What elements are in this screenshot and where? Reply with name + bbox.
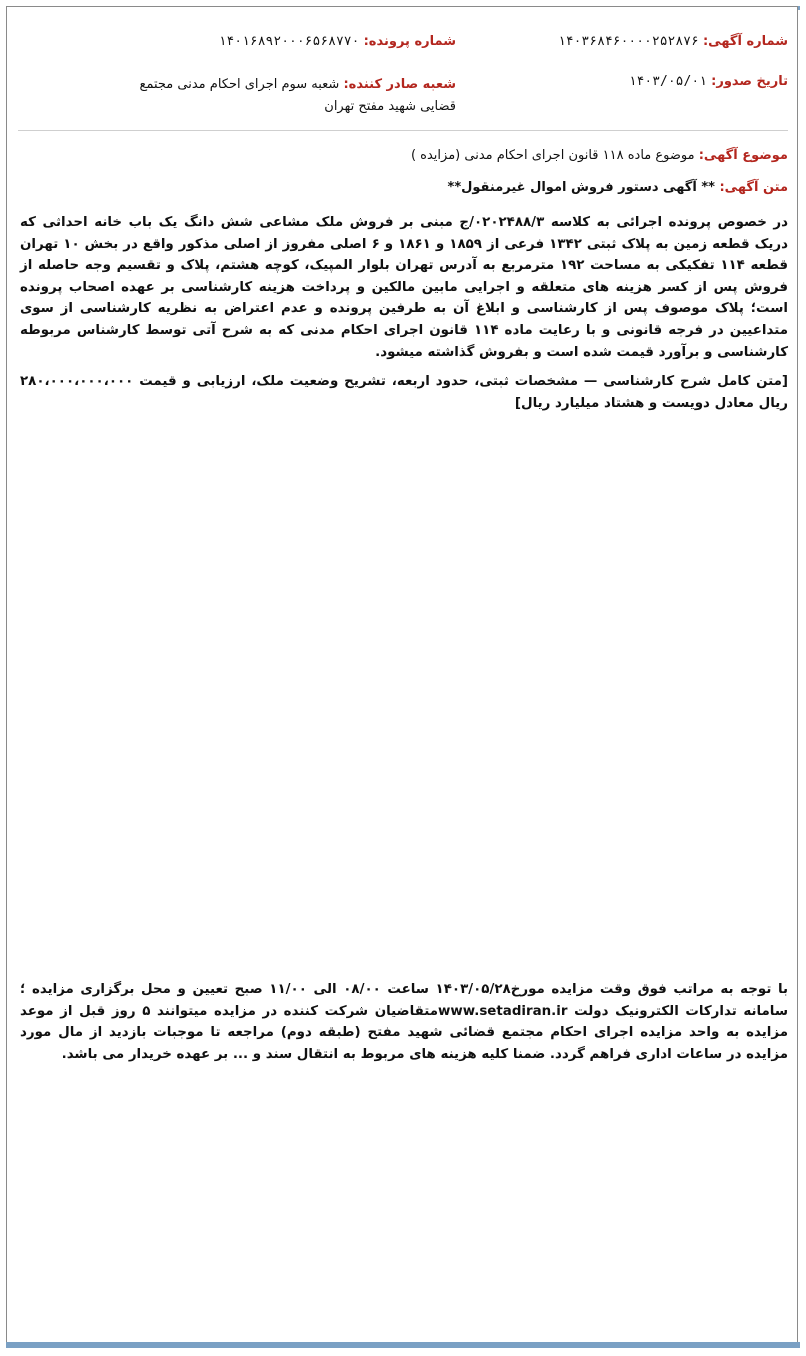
subject-value: موضوع ماده ۱۱۸ قانون اجرای احکام مدنی (مزایده ) [410,148,695,163]
body-paragraph-2: [متن کامل شرح کارشناسی — مشخصات ثبتی، حدود اربعه، تشریح وضعیت ملک، ارزیابی و قیمت ۲۸۰،۰۰۰،۰۰۰،۰۰۰ ریال معادل دویست و هشتاد میلیارد ریال] [20,374,788,411]
case-number-value: ۱۴۰۱۶۸۹۲۰۰۰۶۵۶۸۷۷۰ [218,34,360,49]
notice-body [20,212,788,1074]
issuer-label: شعبه صادر کننده: [343,77,456,92]
issue-date-value: ۱۴۰۳/۰۵/۰۱ [628,74,707,89]
case-number-label: شماره پرونده: [363,34,456,49]
body-paragraph-3: با توجه به مراتب فوق وقت مزایده مورخ۱۴۰۳/۰۵/۲۸ ساعت ۰۸/۰۰ الی ۱۱/۰۰ صبح تعیین و محل برگزاری مزایده ؛سامانه تدارکات الکترونیک دولت www.setadiran.irمتقاضیان شرکت کننده در مزایده میتوانند ۵ روز قبل از موعد مزایده به واحد مزایده اجرای احکام مجتمع قضائی شهید مفتح (طبقه دوم) مراجعه تا موجبات بازدید از مال مورد مزایده در ساعات اداری فراهم گردد. ضمنا کلیه هزینه های مربوط به انتقال سند و ... بر عهده خریدار می باشد. [20,982,789,1062]
subject-row [411,148,788,163]
case-number-row [219,34,456,49]
issuer-value: شعبه سوم اجرای احکام مدنی مجتمع قضایی شهید مفتح تهران [139,77,456,114]
body-paragraph-1: در خصوص پرونده اجرائی به کلاسه ۰۲۰۲۴۸۸/۳/ج مبنی بر فروش ملک مشاعی شش دانگ یک باب خانه احداثی که دریک قطعه زمین به پلاک ثبتی ۱۳۴۲ فرعی از ۱۸۵۹ و ۱۸۶۱ و ۶ اصلی مفروز از اصلی مذکور واقع در بخش ۱۰ تهران قطعه ۱۱۴ تفکیکی به مساحت ۱۹۲ مترمربع به آدرس تهران بلوار المپیک، کوچه هشتم، پلاک و تقسیم وجه حاصله از فروش پس از کسر هزینه های متعلقه و اجرایی مابین مالکین و پرداخت هزینه کارشناسی بر عهده اصحاب پرونده است؛ پلاک موصوف پس از کارشناسی و ابلاغ آن به طرفین پرونده و عدم اعتراض به نظریه کارشناسی از سوی متداعیین در فرجه قانونی و با رعایت ماده ۱۱۴ قانون اجرای احکام مدنی که به شرح آتی توسط کارشناس مربوطه کارشناسی و برآورد قیمت شده است و بفروش گذاشته میشود. [20,215,789,360]
text-title-row [448,180,788,195]
issue-date-row [629,74,788,89]
divider [18,130,788,131]
ad-number-value: ۱۴۰۳۶۸۴۶۰۰۰۰۲۵۲۸۷۶ [557,34,699,49]
text-title: ** آگهی دستور فروش اموال غیرمنقول** [447,180,715,195]
text-label: متن آگهی: [719,180,788,195]
subject-label: موضوع آگهی: [698,148,788,163]
ad-number-label: شماره آگهی: [702,34,788,49]
issue-date-label: تاریخ صدور: [711,74,788,89]
issuer-row [136,74,456,118]
bottom-border-bar [6,1342,800,1348]
ad-number-row [558,34,788,49]
